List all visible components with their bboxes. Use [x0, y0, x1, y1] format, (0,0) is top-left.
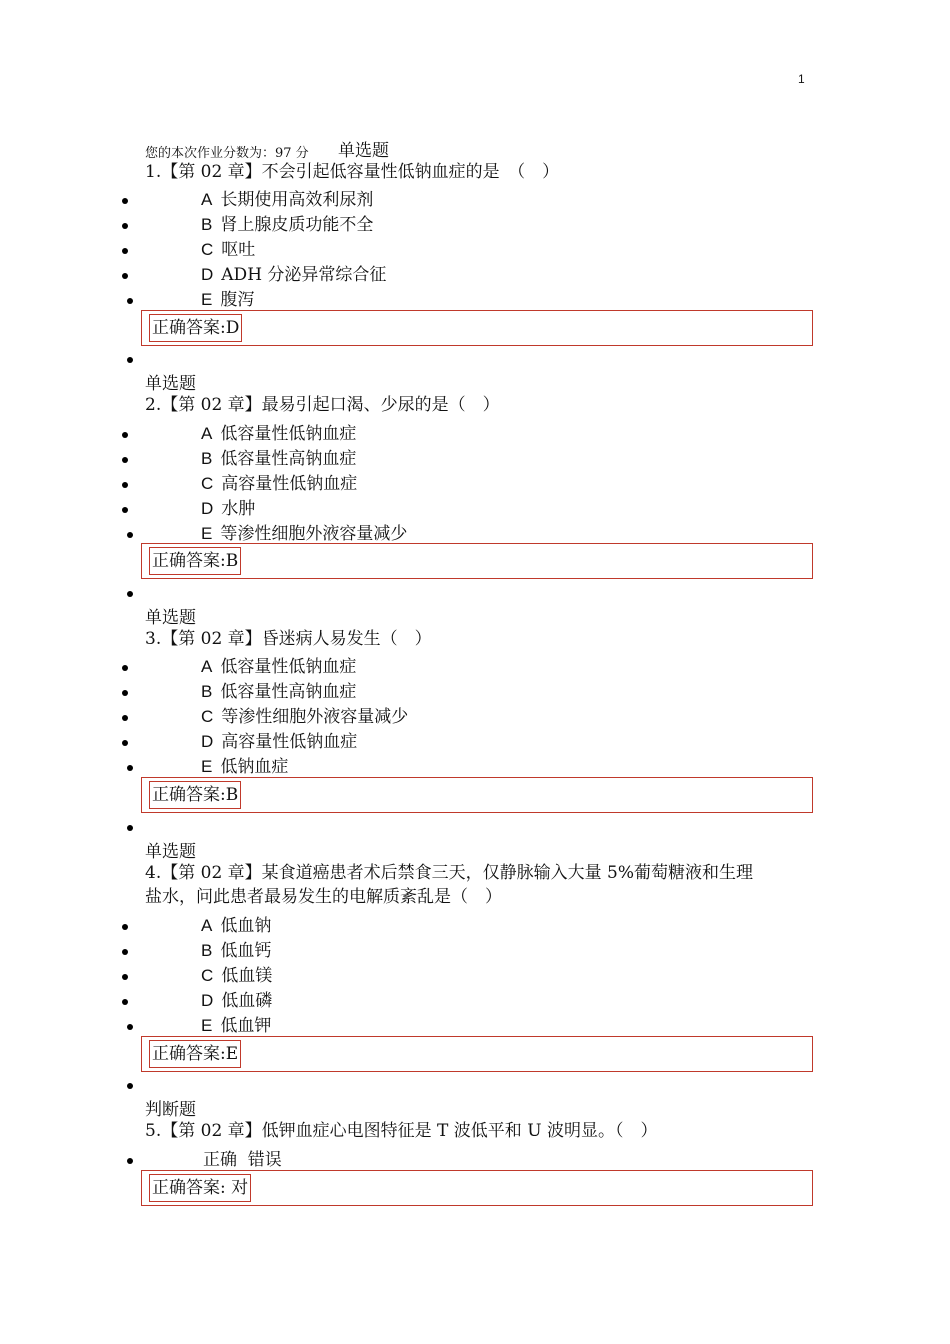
question-3-option-b[interactable]: [201, 677, 356, 702]
question-4-option-e[interactable]: [201, 1011, 271, 1036]
bullet: [122, 949, 128, 955]
option-letter: E: [201, 524, 213, 543]
option-letter: C: [201, 240, 214, 259]
correct-answer: 正确答案:B: [149, 547, 241, 575]
bullet: [127, 298, 133, 304]
answer-box: [141, 543, 813, 579]
option-text: 腹泻: [220, 290, 255, 310]
option-text: 长期使用高效利尿剂: [220, 190, 374, 210]
answer-box: [141, 1036, 813, 1072]
bullet: [122, 273, 128, 279]
option-text: 低容量性低钠血症: [220, 657, 357, 677]
question-1-option-a[interactable]: [201, 185, 373, 210]
question-4-option-b[interactable]: [201, 936, 271, 961]
option-letter: D: [201, 265, 214, 284]
option-text: 低血钙: [220, 941, 272, 961]
correct-answer: 正确答案:E: [149, 1040, 241, 1068]
option-letter: D: [201, 991, 214, 1010]
bullet: [122, 482, 128, 488]
bullet: [127, 591, 133, 597]
question-3-option-d[interactable]: [201, 727, 357, 752]
question-3-text: 3.【第 02 章】昏迷病人易发生（ ）: [145, 629, 432, 649]
question-3-option-a[interactable]: [201, 652, 356, 677]
option-text: 高容量性低钠血症: [221, 474, 358, 494]
bullet: [127, 765, 133, 771]
question-1-option-e[interactable]: [201, 285, 254, 310]
option-text: 低钠血症: [220, 757, 289, 777]
bullet: [127, 1158, 133, 1164]
option-letter: A: [201, 424, 213, 443]
bullet: [122, 974, 128, 980]
option-text: 等渗性细胞外液容量减少: [220, 524, 408, 544]
option-text: 低容量性高钠血症: [220, 449, 357, 469]
bullet: [122, 223, 128, 229]
question-1-text: 1.【第 02 章】不会引起低容量性低钠血症的是 （ ）: [145, 162, 560, 182]
page-number: 1: [798, 72, 805, 86]
bullet: [122, 198, 128, 204]
bullet: [122, 507, 128, 513]
option-text: 低血磷: [221, 991, 273, 1011]
question-4-option-a[interactable]: [201, 911, 271, 936]
answer-box: [141, 310, 813, 346]
question-2-option-a[interactable]: [201, 419, 356, 444]
option-text: 等渗性细胞外液容量减少: [221, 707, 409, 727]
question-3-type: 单选题: [145, 608, 196, 628]
question-4-option-d[interactable]: [201, 986, 272, 1011]
question-3-option-e[interactable]: [201, 752, 288, 777]
option-letter: B: [201, 682, 213, 701]
answer-box: [141, 1170, 813, 1206]
question-2-option-d[interactable]: [201, 494, 255, 519]
answer-box: [141, 777, 813, 813]
bullet: [122, 715, 128, 721]
option-letter: C: [201, 707, 214, 726]
question-4-text-line-1: 4.【第 02 章】某食道癌患者术后禁食三天，仅静脉输入大量 5%葡萄糖液和生理: [145, 863, 754, 883]
question-1-option-b[interactable]: [201, 210, 373, 235]
option-text: 肾上腺皮质功能不全: [220, 215, 374, 235]
option-letter: B: [201, 215, 213, 234]
option-letter: E: [201, 757, 213, 776]
option-letter: E: [201, 290, 213, 309]
correct-answer: 正确答案: 对: [149, 1174, 251, 1202]
score-text: 您的本次作业分数为：97 分: [145, 146, 309, 161]
question-2-type: 单选题: [145, 374, 196, 394]
option-letter: D: [201, 499, 214, 518]
bullet: [122, 690, 128, 696]
bullet: [127, 825, 133, 831]
question-5-true-false-options[interactable]: 正确 错误: [203, 1150, 282, 1170]
bullet: [122, 432, 128, 438]
option-letter: C: [201, 966, 214, 985]
bullet: [122, 665, 128, 671]
option-text: 低血钠: [220, 916, 272, 936]
option-letter: E: [201, 1016, 213, 1035]
question-1-option-d[interactable]: [201, 260, 386, 285]
option-text: 低血镁: [221, 966, 273, 986]
bullet: [127, 1083, 133, 1089]
option-text: 低血钾: [220, 1016, 272, 1036]
option-letter: B: [201, 941, 213, 960]
option-text: 低容量性高钠血症: [220, 682, 357, 702]
bullet: [122, 248, 128, 254]
question-5-type: 判断题: [145, 1100, 196, 1120]
question-5-text: 5.【第 02 章】低钾血症心电图特征是 T 波低平和 U 波明显。（ ）: [145, 1121, 658, 1141]
question-4-type: 单选题: [145, 842, 196, 862]
option-letter: B: [201, 449, 213, 468]
question-4-option-c[interactable]: [201, 961, 272, 986]
option-text: 高容量性低钠血症: [221, 732, 358, 752]
question-3-option-c[interactable]: [201, 702, 408, 727]
bullet: [127, 1024, 133, 1030]
option-text: 水肿: [221, 499, 256, 519]
option-letter: A: [201, 190, 213, 209]
option-letter: A: [201, 916, 213, 935]
bullet: [122, 999, 128, 1005]
question-1-option-c[interactable]: [201, 235, 255, 260]
question-1-type: 单选题: [338, 141, 389, 161]
option-letter: D: [201, 732, 214, 751]
option-text: ADH 分泌异常综合征: [221, 265, 387, 285]
question-4-text-line-2: 盐水，问此患者最易发生的电解质紊乱是（ ）: [145, 887, 502, 907]
question-2-option-c[interactable]: [201, 469, 357, 494]
question-2-option-e[interactable]: [201, 519, 407, 544]
correct-answer: 正确答案:B: [149, 781, 241, 809]
bullet: [122, 740, 128, 746]
option-text: 呕吐: [221, 240, 256, 260]
option-letter: A: [201, 657, 213, 676]
correct-answer: 正确答案:D: [149, 314, 242, 342]
bullet: [122, 924, 128, 930]
question-2-text: 2.【第 02 章】最易引起口渴、少尿的是（ ）: [145, 395, 500, 415]
bullet: [127, 357, 133, 363]
question-2-option-b[interactable]: [201, 444, 356, 469]
option-letter: C: [201, 474, 214, 493]
bullet: [127, 532, 133, 538]
bullet: [122, 457, 128, 463]
option-text: 低容量性低钠血症: [220, 424, 357, 444]
